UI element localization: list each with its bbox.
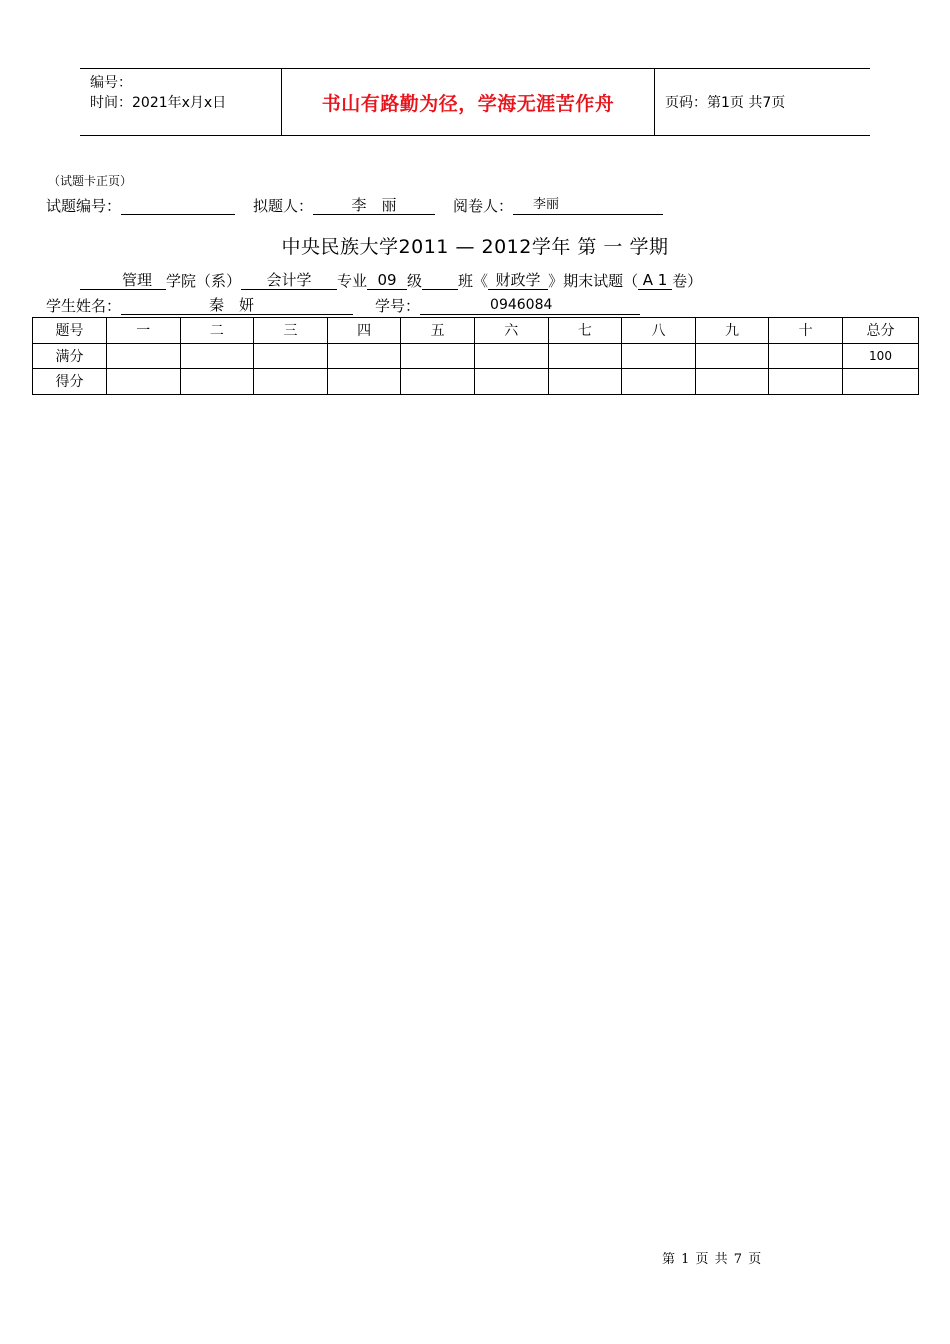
score-cell (843, 369, 919, 395)
student-name-field: 秦 妍 (121, 296, 353, 315)
header-page-number: 页码：第1页 共7页 (665, 95, 786, 111)
exam-meta-line (46, 196, 663, 215)
header-cell: 四 (327, 318, 401, 344)
score-cell (327, 343, 401, 369)
major-suffix: 专业 (337, 272, 368, 290)
paper-suffix: 卷） (672, 272, 703, 290)
page-header (80, 68, 870, 136)
grade-field: 09 (367, 271, 407, 290)
course-name-field: 财政学 (488, 271, 548, 290)
header-cell: 八 (622, 318, 696, 344)
doc-number-label: 编号： (90, 75, 132, 91)
exam-no-field (121, 214, 235, 215)
score-cell (474, 369, 548, 395)
score-cell (107, 369, 181, 395)
header-cell: 题号 (33, 318, 107, 344)
header-cell: 总分 (843, 318, 919, 344)
class-suffix: 班《 (458, 272, 489, 290)
full-score-total: 100 (843, 343, 919, 369)
header-cell: 一 (107, 318, 181, 344)
header-cell: 七 (548, 318, 622, 344)
student-line (46, 296, 640, 315)
score-cell (622, 343, 696, 369)
paper-field: A 1 (638, 271, 672, 290)
score-cell (695, 369, 769, 395)
score-cell (769, 369, 843, 395)
header-cell: 六 (474, 318, 548, 344)
reviewer-field: 李丽 (513, 196, 663, 215)
header-left (80, 69, 282, 135)
grade-suffix: 级 (407, 272, 423, 290)
header-cell: 十 (769, 318, 843, 344)
score-cell (769, 343, 843, 369)
header-cell: 三 (254, 318, 328, 344)
doc-time: 时间：2021年x月x日 (90, 95, 227, 111)
table-row (33, 343, 919, 369)
author-field: 李 丽 (313, 196, 435, 215)
score-cell (622, 369, 696, 395)
score-cell (401, 343, 475, 369)
score-table (32, 317, 919, 395)
score-cell (548, 343, 622, 369)
exam-title: 中央民族大学2011 — 2012学年 第 一 学期 (281, 236, 669, 258)
student-id-field: 0946084 (420, 296, 640, 315)
table-row (33, 318, 919, 344)
table-row (33, 369, 919, 395)
header-cell: 二 (180, 318, 254, 344)
header-cell: 九 (695, 318, 769, 344)
score-cell (401, 369, 475, 395)
course-line (80, 271, 702, 290)
reviewer-label: 阅卷人： (453, 197, 514, 215)
class-field (422, 289, 458, 290)
student-id-label: 学号： (375, 297, 421, 315)
score-cell (695, 343, 769, 369)
header-cell: 五 (401, 318, 475, 344)
score-cell (180, 343, 254, 369)
score-cell (180, 369, 254, 395)
exam-no-label: 试题编号： (46, 197, 122, 215)
score-cell (107, 343, 181, 369)
header-motto: 书山有路勤为径，学海无涯苦作舟 (282, 69, 655, 135)
got-score-label: 得分 (33, 369, 107, 395)
score-cell (474, 343, 548, 369)
score-cell (254, 369, 328, 395)
school-suffix: 学院（系） (166, 272, 242, 290)
score-cell (254, 343, 328, 369)
author-label: 拟题人： (253, 197, 314, 215)
page-footer: 第 1 页 共 7 页 (662, 1252, 763, 1267)
exam-suffix: 》期末试题（ (548, 272, 639, 290)
major-field: 会计学 (241, 271, 337, 290)
score-cell (327, 369, 401, 395)
student-name-label: 学生姓名： (46, 297, 122, 315)
full-score-label: 满分 (33, 343, 107, 369)
exam-card-note: （试题卡正页） (48, 174, 133, 188)
school-field: 管理 (80, 271, 166, 290)
score-cell (548, 369, 622, 395)
